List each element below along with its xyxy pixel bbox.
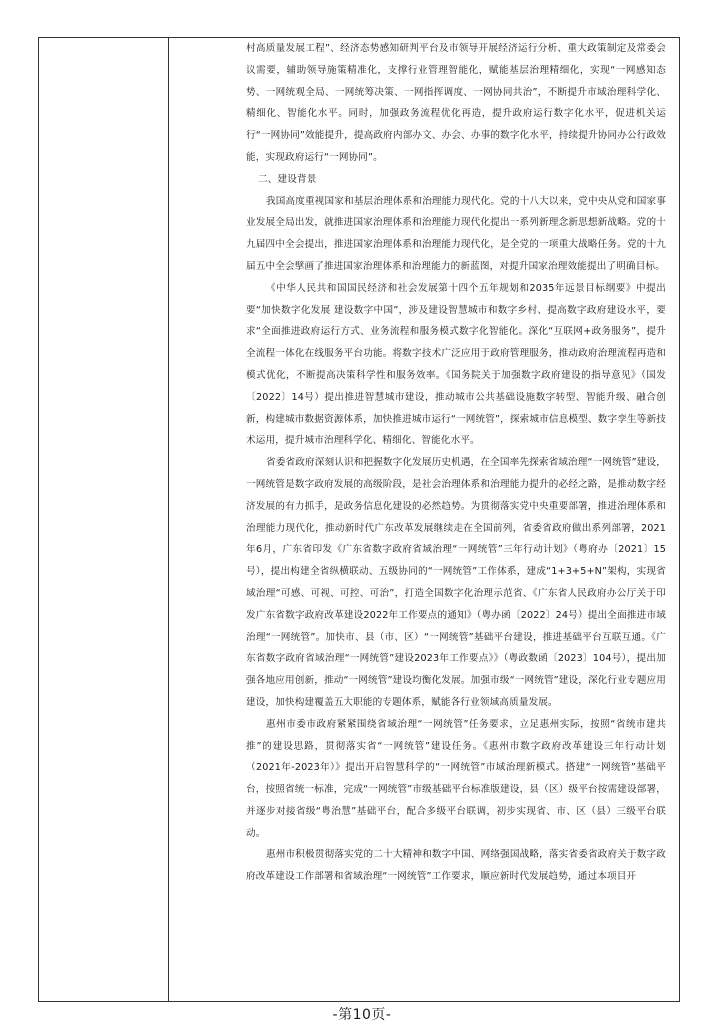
column-divider xyxy=(168,37,169,1002)
paragraph: 省委省政府深刻认识和把握数字化发展历史机遇，在全国率先探索省域治理“一网统管”建设，一网统管是数字政府发展的高级阶段，是社会治理体系和治理能力提升的必经之路，是推动数字经济发展的有力抓手，是政务信息化建设的必然趋势。为贯彻落实党中央重要部署，推进治理体系和治理能力现代化，推动新时代广东改革发展继续走在全国前列，省委省政府做出系列部署，2021年6月，广东省印发《广东省数字政府省域治理“一网统管”三年行动计划》（粤府办〔2021〕15号），提出构建全省纵横联动、五级协同的“一网统管”工作体系，建成“1+3+5+N”架构，实现省域治理“可感、可视、可控、可治”，打造全国数字化治理示范省、《广东省人民政府办公厅关于印发广东省数字政府改革建设2022年工作要点的通知》（粤办函〔2022〕24号）提出全面推进市域治理“一网统管”。加快市、县（市、区）“一网统管”基础平台建设，推进基础平台互联互通。《广东省数字政府省域治理“一网统管”建设2023年工作要点》》（粤政数函〔2023〕104号），提出加强各地应用创新，推动“一网统管”建设均衡化发展。加强市级“一网统管”建设，深化行业专题应用建设，加快构建覆盖五大职能的专题体系，赋能各行业领域高质量发展。 xyxy=(246,457,666,708)
section-heading: 二、建设背景 xyxy=(258,173,317,185)
paragraph-continuation: 村高质量发展工程”、经济态势感知研判平台及市领导开展经济运行分析、重大政策制定及常委会议需要，辅助领导施策精准化，支撑行业管理智能化，赋能基层治理精细化，实现“一网感知态势、一网统观全局、一网统筹决策、一网指挥调度、一网协同共治”，不断提升市域治理科学化、精细化、智能化水平。同时，加强政务流程优化再造，提升政府运行数字化水平，促进机关运行“一网协同”效能提升，提高政府内部办文、办会、办事的数字化水平，持续提升协同办公行政效能，实现政府运行“一网协同”。 xyxy=(246,43,666,163)
table-bottom-border xyxy=(38,1001,680,1002)
paragraph: 惠州市委市政府紧紧围绕省域治理“一网统管”任务要求，立足惠州实际，按照“省统市建共推”的建设思路，贯彻落实省“一网统管”建设任务。《惠州市数字政府改革建设三年行动计划（2021年-2023年）》提出开启智慧科学的“一网统管”市域治理新模式。搭建“一网统管”基础平台，按照省统一标准，完成“一网统管”市级基础平台标准版建设，县（区）级平台按需建设部署，并逐步对接省级“粤治慧”基础平台，配合多级平台联调，初步实现省、市、区（县）三级平台联动。 xyxy=(246,718,666,839)
paragraph: 我国高度重视国家和基层治理体系和治理能力现代化。党的十八大以来，党中央从党和国家事业发展全局出发，就推进国家治理体系和治理能力现代化提出一系列新理念新思想新战略。党的十九届四中全会提出，推进国家治理体系和治理能力现代化，是全党的一项重大战略任务。党的十九届五中全会擘画了推进国家治理体系和治理能力的新蓝图，对提升国家治理效能提出了明确目标。 xyxy=(246,195,666,272)
paragraph: 《中华人民共和国国民经济和社会发展第十四个五年规划和2035年远景目标纲要》中提出要“加快数字化发展 建设数字中国”，涉及建设智慧城市和数字乡村、提高数字政府建设水平，要求“全面推进政府运行方式、业务流程和服务模式数字化智能化。深化“互联网+政务服务”，提升全流程一体化在线服务平台功能。将数字技术广泛应用于政府管理服务，推动政府治理流程再造和模式优化，不断提高决策科学性和服务效率。《国务院关于加强数字政府建设的指导意见》（国发〔2022〕14号）提出推进智慧城市建设，推动城市公共基础设施数字转型、智能升级、融合创新，构建城市数据资源体系，加快推进城市运行“一网统管”，探索城市信息模型、数字孪生等新技术运用，提升城市治理科学化、精细化、智能化水平。 xyxy=(246,282,666,447)
body-text-cell xyxy=(246,38,666,998)
paragraph: 惠州市积极贯彻落实党的二十大精神和数字中国、网络强国战略，落实省委省政府关于数字政府改革建设工作部署和省域治理“一网统管”工作要求，顺应新时代发展趋势，通过本项目开 xyxy=(246,849,666,883)
page-number: -第10页- xyxy=(332,1007,392,1023)
